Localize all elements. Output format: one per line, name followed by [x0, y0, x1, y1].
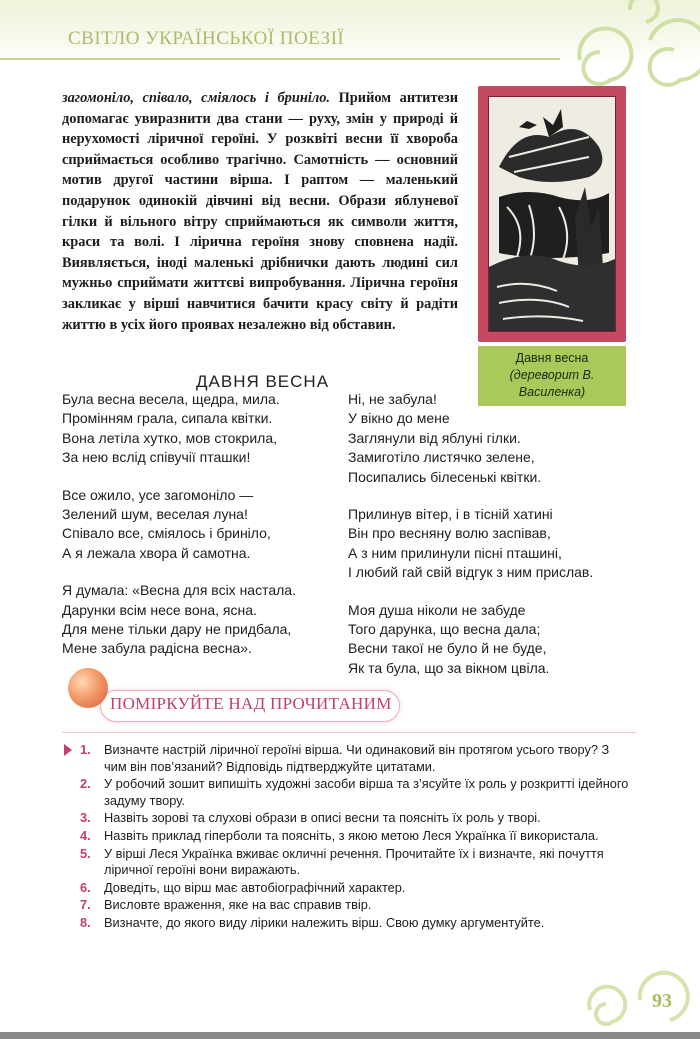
poem-line: Він про весняну волю заспівав,: [348, 525, 551, 542]
stanza: [348, 505, 648, 583]
question-item: [72, 742, 632, 775]
question-text: Висловте враження, яке на вас справив твір.: [104, 897, 372, 913]
bottom-edge-bar: [0, 1032, 700, 1039]
question-item: [72, 810, 632, 827]
poem-line: Співало все, сміялось і бриніло,: [62, 525, 271, 542]
section-divider: [62, 732, 636, 733]
stanza: [62, 390, 342, 468]
poem-line: А з ним прилинули пісні пташині,: [348, 544, 562, 561]
decorative-swirl-bottom: [570, 960, 700, 1032]
intro-paragraph: [62, 88, 458, 335]
poem-line: Промінням грала, сипала квітки.: [62, 410, 273, 427]
header-rule: [0, 58, 560, 60]
poem-line: За нею вслід співучії пташки!: [62, 449, 251, 466]
poem-line: Я думала: «Весна для всіх настала.: [62, 582, 296, 599]
questions-list: [72, 742, 632, 933]
question-text: Назвіть приклад гіперболи та поясніть, з якою метою Леся Українка її використала.: [104, 827, 599, 843]
poem-line: Вона летіла хутко, мов стокрила,: [62, 429, 278, 446]
poem-line: Була весна весела, щедра, мила.: [62, 391, 280, 407]
question-number: 4.: [80, 827, 91, 843]
decorative-ball-icon: [68, 668, 108, 708]
pointer-arrow-icon: [64, 744, 72, 756]
intro-text: Прийом антитези допомагає увиразнити два стани — руху, змін у природі й нерухомості ліричної героїні. У розквіті весни її хвороба сприймається особливо трагічно. Самотність — основний мотив другої частини вірша. І раптом — маленький подарунок одинокій дівчині від весни. Образи яблуневої гілки й вільного вітру сприймаються як символи життя, краси та волі. І лірична героїня знову сповнена надії. Виявляється, іноді маленькі дрібнички дають людині сил мужньо сприймати життєві випробування. Лірична героїня закликає у вірші навчитися бачити красу світу й радіти життю в усіх його проявах незалежно від обставин.: [62, 90, 459, 333]
poem-line: Все ожило, усе загомоніло —: [62, 486, 254, 503]
question-number: 8.: [80, 914, 91, 930]
poem-line: Зелений шум, веселая луна!: [62, 506, 248, 523]
stanza: [348, 390, 648, 487]
poem-line: Моя душа ніколи не забуде: [348, 601, 526, 618]
running-header-title: СВІТЛО УКРАЇНСЬКОЇ ПОЕЗІЇ: [68, 28, 345, 49]
question-number: 2.: [80, 776, 91, 792]
page-number: 93: [652, 990, 672, 1012]
poem-line: Дарунки всім несе вона, ясна.: [62, 601, 257, 618]
poem-line: Прилинув вітер, і в тісній хатині: [348, 506, 553, 523]
poem-line: Як та була, що за вікном цвіла.: [348, 659, 550, 676]
question-text: У робочий зошит випишіть художні засоби вірша та з’ясуйте їх роль у розкритті ідейного задуму твору.: [104, 776, 629, 808]
stanza: [62, 486, 342, 564]
question-number: 3.: [80, 810, 91, 826]
woodcut-image: [489, 97, 615, 331]
poem-column-right: [348, 390, 648, 696]
question-item: [72, 828, 632, 845]
poem-line: Весни такої не було й не буде,: [348, 640, 547, 657]
poem-column-left: [62, 390, 342, 677]
question-item: [72, 846, 632, 879]
question-text: Назвіть зорові та слухові образи в описі весни та поясніть їх роль у творі.: [104, 810, 541, 826]
poem-title: ДАВНЯ ВЕСНА: [196, 372, 330, 391]
poem-line: Заглянули від яблуні гілки.: [348, 429, 521, 446]
question-item: [72, 897, 632, 914]
woodcut-illustration: [488, 96, 616, 332]
poem-line: І любий гай свій відгук з ним прислав.: [348, 564, 594, 581]
poem-line: Ні, не забула!: [348, 391, 437, 407]
poem-line: Для мене тільки дару не придбала,: [62, 621, 292, 638]
poem-line: А я лежала хвора й самотна.: [62, 544, 251, 561]
stanza: [348, 601, 648, 679]
question-number: 1.: [80, 742, 91, 757]
intro-italic-lead: загомоніло, співало, сміялось і бриніло.: [62, 90, 331, 106]
stanza: [62, 581, 342, 659]
caption-title: Давня весна: [515, 351, 589, 365]
section-heading: ПОМІРКУЙТЕ НАД ПРОЧИТАНИМ: [110, 694, 392, 713]
question-item: [72, 776, 632, 809]
poem-line: Замиготіло листячко зелене,: [348, 449, 535, 466]
question-number: 6.: [80, 879, 91, 895]
poem-line: Того дарунка, що весна дала;: [348, 621, 541, 638]
question-text: Визначте, до якого виду лірики належить вірш. Свою думку аргументуйте.: [104, 914, 545, 930]
poem-line: Посипались білесенькі квітки.: [348, 468, 542, 485]
question-item: [72, 880, 632, 897]
caption-detail: (дереворит В. Василенка): [509, 368, 595, 399]
question-item: [72, 915, 632, 932]
question-text: Доведіть, що вірш має автобіографічний характер.: [104, 879, 406, 895]
poem-line: У вікно до мене: [348, 410, 450, 427]
woodcut-frame: [478, 86, 626, 342]
question-number: 7.: [80, 897, 91, 913]
question-text: Визначте настрій ліричної героїні вірша. Чи одинаковий він протягом усього твору? З чим він пов’язаний? Відповідь підтверджуйте цитатами.: [104, 742, 610, 774]
poem-line: Мене забула радісна весна».: [62, 640, 252, 657]
question-text: У вірші Леся Українка вживає окличні речення. Прочитайте їх і визначте, які почуття ліричної героїні вони виражають.: [104, 845, 604, 878]
question-number: 5.: [80, 845, 91, 861]
